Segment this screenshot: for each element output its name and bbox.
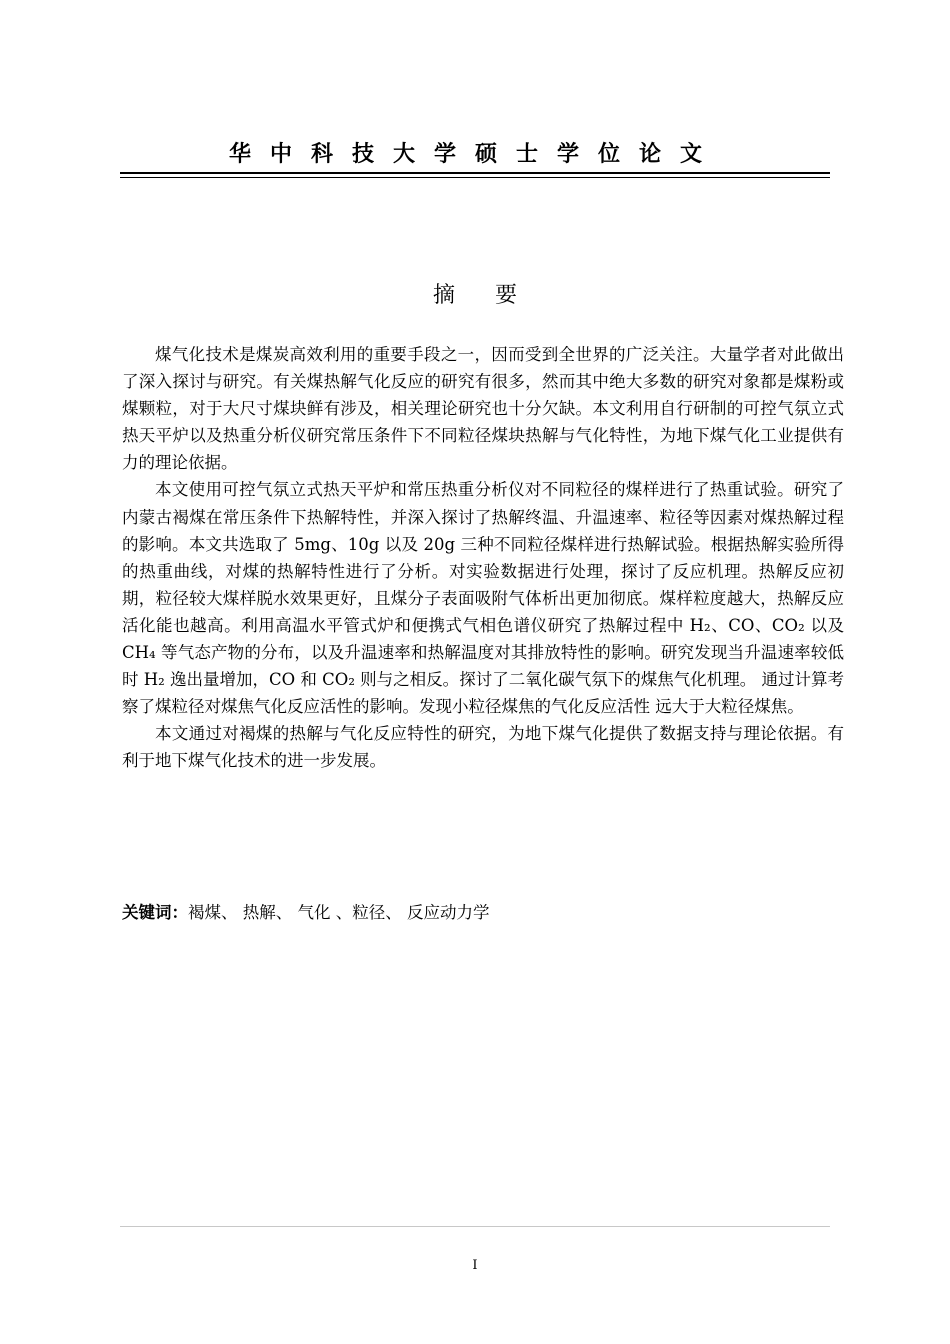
- abstract-paragraph-1: 煤气化技术是煤炭高效利用的重要手段之一，因而受到全世界的广泛关注。大量学者对此做出了深入探讨与研究。有关煤热解气化反应的研究有很多，然而其中绝大多数的研究对象都是煤粉或煤颗粒，对于大尺寸煤块鲜有涉及，相关理论研究也十分欠缺。本文利用自行研制的可控气氛立式热天平炉以及热重分析仪研究常压条件下不同粒径煤块热解与气化特性，为地下煤气化工业提供有力的理论依据。: [122, 345, 844, 473]
- abstract-paragraph-3: 本文通过对褐煤的热解与气化反应特性的研究，为地下煤气化提供了数据支持与理论依据。有利于地下煤气化技术的进一步发展。: [122, 724, 844, 771]
- keywords-value: 褐煤、 热解、 气化 、粒径、 反应动力学: [188, 903, 490, 922]
- page-number: I: [472, 1258, 478, 1273]
- abstract-body: [122, 341, 844, 775]
- keywords-line: [122, 899, 844, 926]
- header-rule-thin: [120, 177, 830, 178]
- keywords-label: 关键词：: [122, 903, 188, 922]
- header-rule-thick: [120, 172, 830, 174]
- page-header-title: 华中科技大学硕士学位论文: [228, 142, 721, 167]
- abstract-paragraph-2: 本文使用可控气氛立式热天平炉和常压热重分析仪对不同粒径的煤样进行了热重试验。研究了内蒙古褐煤在常压条件下热解特性，并深入探讨了热解终温、升温速率、粒径等因素对煤热解过程的影响。本文共选取了 5mg、10g 以及 20g 三种不同粒径煤样进行热解试验。根据热解实验所得的热重曲线，对煤的热解特性进行了分析。对实验数据进行处理，探讨了反应机理。热解反应初期，粒径较大煤样脱水效果更好，且煤分子表面吸附气体析出更加彻底。煤样粒度越大，热解反应活化能也越高。利用高温水平管式炉和便携式气相色谱仪研究了热解过程中 H₂、CO、CO₂ 以及 CH₄ 等气态产物的分布，以及升温速率和热解温度对其排放特性的影响。研究发现当升温速率较低时 H₂ 逸出量增加，CO 和 CO₂ 则与之相反。探讨了二氧化碳气氛下的煤焦气化机理。 通过计算考察了煤粒径对煤焦气化反应活性的影响。发现小粒径煤焦的气化反应活性 远大于大粒径煤焦。: [122, 480, 844, 717]
- section-title: 摘要: [432, 283, 557, 308]
- footer-rule: [120, 1226, 830, 1227]
